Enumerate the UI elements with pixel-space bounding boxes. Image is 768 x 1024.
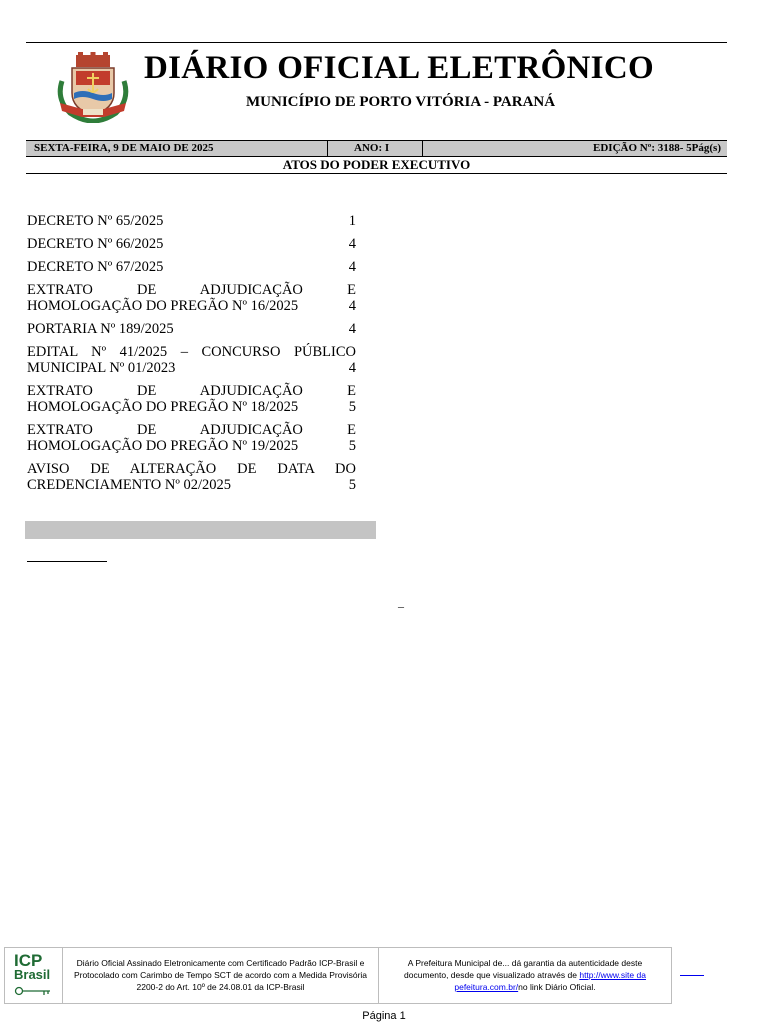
certificate-text: Diário Oficial Assinado Eletronicamente com Certificado Padrão ICP-Brasil e Protocolado com Carimbo de Tempo SCT de acordo com a Medida Provisória 2200-2 do Art. 10º de 24.08.01 da ICP-Brasil (73, 958, 368, 992)
toc-item-title-line1: EDITAL Nº 41/2025 – CONCURSO PÚBLICO (27, 344, 356, 360)
page-title: DIÁRIO OFICIAL ELETRÔNICO (144, 50, 654, 86)
toc-item-title: DECRETO Nº 66/2025 (27, 236, 164, 252)
key-icon (14, 986, 54, 996)
edition-info-bar (26, 140, 727, 157)
link-suffix: no link Diário Oficial. (518, 982, 596, 992)
toc-item-page: 1 (348, 213, 356, 229)
toc-item-title-line2: HOMOLOGAÇÃO DO PREGÃO Nº 18/2025 (27, 399, 299, 415)
toc-item-title-line1: EXTRATO DE ADJUDICAÇÃO E (27, 383, 356, 399)
toc-item-title: DECRETO Nº 65/2025 (27, 213, 164, 229)
toc-item-title: PORTARIA Nº 189/2025 (27, 321, 174, 337)
toc-item-title-line2: HOMOLOGAÇÃO DO PREGÃO Nº 19/2025 (27, 438, 299, 454)
authenticity-text (379, 948, 671, 993)
toc-item-page: 4 (348, 298, 356, 314)
dash-mark: – (398, 599, 404, 613)
toc-item-title-line2: CREDENCIAMENTO Nº 02/2025 (27, 477, 232, 493)
municipality-subtitle: MUNICÍPIO DE PORTO VITÓRIA - PARANÁ (246, 94, 556, 110)
toc-item-page: 4 (348, 321, 356, 337)
certificate-notice (63, 948, 379, 1003)
toc-item[interactable] (27, 422, 356, 454)
toc-item[interactable] (27, 461, 356, 493)
icp-brasil-icon: ICP Brasil (14, 951, 51, 982)
toc-item-title-line2: HOMOLOGAÇÃO DO PREGÃO Nº 16/2025 (27, 298, 299, 314)
coat-of-arms-icon (52, 51, 134, 123)
short-rule (27, 561, 107, 562)
toc-item-title-line1: AVISO DE ALTERAÇÃO DE DATA DO (27, 461, 356, 477)
toc-item[interactable] (27, 282, 356, 314)
toc-item-title: DECRETO Nº 67/2025 (27, 259, 164, 275)
toc-item[interactable] (27, 213, 356, 229)
toc-item[interactable] (27, 236, 356, 252)
year-label: ANO: I (354, 142, 390, 154)
section-title: ATOS DO PODER EXECUTIVO (282, 157, 471, 172)
toc-item-page: 5 (348, 477, 356, 493)
toc-item[interactable] (27, 259, 356, 275)
toc-item-page: 5 (348, 438, 356, 454)
publication-date: SEXTA-FEIRA, 9 DE MAIO DE 2025 (34, 142, 214, 154)
icp-brasil-logo (5, 948, 63, 1003)
toc-item-title-line2: MUNICIPAL Nº 01/2023 (27, 360, 176, 376)
toc-item-page: 4 (348, 360, 356, 376)
city-website-link[interactable]: http://www.site da pefeitura.com.br/ (454, 970, 646, 992)
table-of-contents (27, 213, 356, 500)
toc-item[interactable] (27, 344, 356, 376)
top-rule (26, 42, 727, 43)
toc-item-page: 4 (348, 236, 356, 252)
edition-label: EDIÇÃO Nº: 3188- 5Pág(s) (593, 142, 721, 154)
toc-item-page: 4 (348, 259, 356, 275)
divider (422, 141, 423, 156)
toc-item-title-line1: EXTRATO DE ADJUDICAÇÃO E (27, 282, 356, 298)
authenticity-notice (379, 948, 671, 1003)
external-link[interactable] (680, 975, 704, 976)
page-number: Página 1 (362, 1010, 406, 1022)
gray-divider-box (25, 521, 376, 539)
toc-item[interactable] (27, 321, 356, 337)
guarantee-text: A Prefeitura Municipal de... dá garantia da autenticidade deste documento, desde que visualizado através de (404, 958, 643, 980)
section-rule (26, 173, 727, 174)
toc-item[interactable] (27, 383, 356, 415)
certification-footer (4, 947, 672, 1004)
toc-item-page: 5 (348, 399, 356, 415)
divider (327, 141, 328, 156)
toc-item-title-line1: EXTRATO DE ADJUDICAÇÃO E (27, 422, 356, 438)
